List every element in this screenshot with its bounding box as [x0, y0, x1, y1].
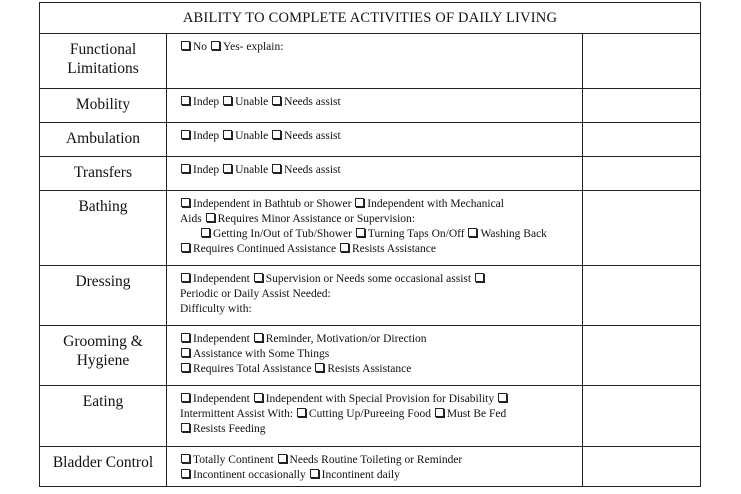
checkbox[interactable] — [181, 41, 190, 50]
notes-cell[interactable] — [583, 89, 701, 123]
activity-label-line: Dressing — [75, 273, 131, 290]
activity-label — [40, 447, 167, 487]
checkbox[interactable] — [254, 393, 263, 402]
checkbox-label: Indep — [193, 130, 220, 142]
checkbox-label: Independent in Bathtub or Shower — [193, 198, 352, 210]
checkbox-label: Turning Taps On/Off — [367, 228, 465, 240]
checkbox[interactable] — [181, 363, 190, 372]
adl-row — [40, 326, 701, 386]
checkbox-label: Assistance with Some Things — [193, 348, 330, 360]
option-line — [180, 95, 578, 110]
checkbox[interactable] — [435, 408, 444, 417]
checkbox-label: Requires Minor Assistance or Supervision: — [217, 213, 416, 225]
checkbox[interactable] — [181, 423, 190, 432]
checkbox-label: Needs Routine Toileting or Reminder — [289, 454, 463, 466]
checkbox-label: Incontinent daily — [321, 469, 400, 481]
title-row — [40, 3, 701, 34]
checkbox-label: Independent — [193, 333, 250, 345]
checkbox-label: Washing Back — [480, 228, 547, 240]
checkbox-label: Unable — [235, 164, 269, 176]
adl-row — [40, 89, 701, 123]
checkbox-label: Resists Assistance — [351, 243, 436, 255]
checkbox[interactable] — [206, 213, 215, 222]
checkbox-label: Requires Total Assistance — [193, 363, 312, 375]
checkbox[interactable] — [272, 164, 281, 173]
activity-label — [40, 266, 167, 326]
checkbox-label: Supervision or Needs some occasional assist — [265, 273, 472, 285]
checkbox[interactable] — [272, 96, 281, 105]
notes-cell[interactable] — [583, 123, 701, 157]
checkbox[interactable] — [181, 348, 190, 357]
activity-label — [40, 123, 167, 157]
checkbox-label: Resists Assistance — [327, 363, 412, 375]
checkbox[interactable] — [181, 333, 190, 342]
option-text: Intermittent Assist With: — [180, 408, 294, 420]
activity-label — [40, 89, 167, 123]
checkbox[interactable] — [181, 198, 190, 207]
option-line — [180, 392, 578, 407]
option-line — [180, 302, 578, 317]
checkbox-label: Indep — [193, 96, 220, 108]
notes-cell[interactable] — [583, 326, 701, 386]
checkbox-label: Unable — [235, 96, 269, 108]
checkbox[interactable] — [498, 393, 507, 402]
option-text: Periodic or Daily Assist Needed: — [180, 288, 331, 300]
checkbox[interactable] — [181, 96, 190, 105]
checkbox[interactable] — [181, 130, 190, 139]
checkbox[interactable] — [272, 130, 281, 139]
activity-label-line: Grooming & — [63, 333, 143, 350]
option-line — [180, 453, 578, 468]
checkbox-label: Unable — [235, 130, 269, 142]
options-cell — [167, 191, 583, 266]
checkbox[interactable] — [181, 273, 190, 282]
option-line — [180, 40, 578, 55]
option-line — [180, 163, 578, 178]
options-cell — [167, 34, 583, 89]
option-line — [180, 422, 578, 437]
checkbox[interactable] — [181, 454, 190, 463]
checkbox[interactable] — [201, 228, 210, 237]
checkbox[interactable] — [181, 164, 190, 173]
option-line — [180, 332, 578, 347]
activity-label-line: Functional — [69, 41, 137, 58]
checkbox[interactable] — [297, 408, 306, 417]
checkbox-label: Yes- explain: — [222, 41, 284, 53]
checkbox-label: Indep — [193, 164, 220, 176]
option-text: Aids — [180, 213, 202, 225]
activity-label-line: Bathing — [78, 198, 128, 215]
activity-label-line: Eating — [82, 393, 124, 410]
checkbox-label: Requires Continued Assistance — [193, 243, 337, 255]
option-line — [180, 242, 578, 257]
notes-cell[interactable] — [583, 386, 701, 447]
checkbox[interactable] — [181, 469, 190, 478]
checkbox[interactable] — [340, 243, 349, 252]
options-cell — [167, 157, 583, 191]
adl-row — [40, 34, 701, 89]
options-cell — [167, 266, 583, 326]
adl-row — [40, 447, 701, 487]
checkbox[interactable] — [254, 273, 263, 282]
activity-label-line: Transfers — [74, 164, 132, 181]
activity-label — [40, 386, 167, 447]
checkbox-label: Must Be Fed — [446, 408, 507, 420]
notes-cell[interactable] — [583, 157, 701, 191]
notes-cell[interactable] — [583, 34, 701, 89]
checkbox-label: Independent — [193, 393, 250, 405]
option-line — [180, 407, 578, 422]
options-cell — [167, 386, 583, 447]
checkbox[interactable] — [468, 228, 477, 237]
checkbox[interactable] — [475, 273, 484, 282]
option-text: Difficulty with: — [180, 303, 252, 315]
checkbox[interactable] — [355, 198, 364, 207]
adl-row — [40, 157, 701, 191]
option-line — [180, 347, 578, 362]
notes-cell[interactable] — [583, 266, 701, 326]
checkbox-label: Totally Continent — [193, 454, 274, 466]
checkbox[interactable] — [310, 469, 319, 478]
activity-label — [40, 191, 167, 266]
checkbox[interactable] — [315, 363, 324, 372]
options-cell — [167, 447, 583, 487]
checkbox[interactable] — [181, 393, 190, 402]
option-line — [180, 129, 578, 144]
adl-row — [40, 266, 701, 326]
option-line — [180, 212, 578, 227]
option-line — [180, 362, 578, 377]
adl-row — [40, 191, 701, 266]
option-line — [180, 287, 578, 302]
checkbox-label: Independent with Special Provision for Disability — [265, 393, 495, 405]
checkbox-label: No — [193, 41, 208, 53]
checkbox[interactable] — [223, 130, 232, 139]
checkbox[interactable] — [356, 228, 365, 237]
checkbox-label: Incontinent occasionally — [193, 469, 306, 481]
activity-label — [40, 34, 167, 89]
option-line — [180, 197, 578, 212]
activity-label-line: Hygiene — [76, 352, 130, 369]
notes-cell[interactable] — [583, 447, 701, 487]
activity-label-line: Bladder Control — [52, 454, 154, 471]
checkbox-label: Getting In/Out of Tub/Shower — [213, 228, 352, 240]
options-cell — [167, 326, 583, 386]
option-line — [180, 227, 578, 242]
activity-label-line: Ambulation — [65, 130, 141, 147]
checkbox-label: Independent — [193, 273, 250, 285]
checkbox[interactable] — [223, 164, 232, 173]
activity-label — [40, 326, 167, 386]
checkbox-label: Independent with Mechanical — [367, 198, 504, 210]
checkbox-label: Reminder, Motivation/or Direction — [265, 333, 427, 345]
adl-table — [39, 2, 701, 487]
checkbox-label: Resists Feeding — [193, 423, 266, 435]
activity-label-line: Limitations — [67, 60, 139, 77]
form-title: ABILITY TO COMPLETE ACTIVITIES OF DAILY LIVING — [40, 3, 701, 34]
notes-cell[interactable] — [583, 191, 701, 266]
checkbox[interactable] — [211, 41, 220, 50]
adl-row — [40, 123, 701, 157]
checkbox[interactable] — [223, 96, 232, 105]
checkbox-label: Needs assist — [284, 130, 341, 142]
adl-table-body — [40, 3, 701, 487]
checkbox[interactable] — [181, 243, 190, 252]
adl-row — [40, 386, 701, 447]
options-cell — [167, 89, 583, 123]
checkbox-label: Cutting Up/Pureeing Food — [308, 408, 431, 420]
checkbox-label: Needs assist — [284, 96, 341, 108]
checkbox-label: Needs assist — [284, 164, 341, 176]
activity-label-line: Mobility — [75, 96, 131, 113]
option-line — [180, 468, 578, 483]
option-line — [180, 272, 578, 287]
checkbox[interactable] — [278, 454, 287, 463]
options-cell — [167, 123, 583, 157]
activity-label — [40, 157, 167, 191]
checkbox[interactable] — [254, 333, 263, 342]
